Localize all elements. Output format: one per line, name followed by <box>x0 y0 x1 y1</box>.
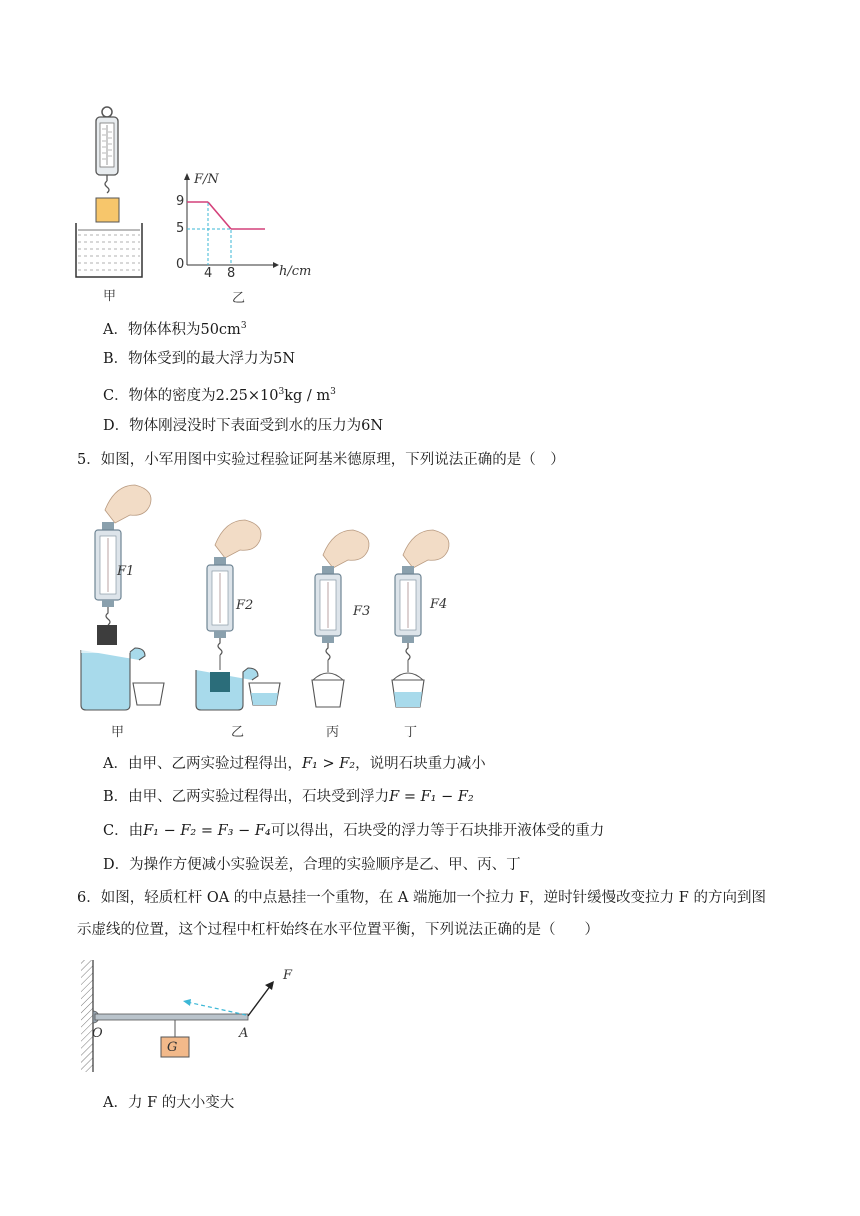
q5-label-bing: 丙 <box>326 725 340 740</box>
force-label-f4: F4 <box>430 597 448 612</box>
q6-stem-line2: 示虚线的位置，这个过程中杠杆始终在水平位置平衡，下列说法正确的是（ ） <box>77 922 599 938</box>
lever-label-a: A <box>239 1026 249 1041</box>
graph-y-axis-label: F/N <box>194 172 219 187</box>
q5-option-a[interactable]: A．由甲、乙两实验过程得出，F₁ > F₂，说明石块重力减小 <box>103 756 486 772</box>
scale-jia <box>81 485 164 710</box>
q4-option-b[interactable]: B．物体受到的最大浮力为5N <box>103 351 296 367</box>
q4-label-jia: 甲 <box>103 289 117 304</box>
lever-label-f: F <box>283 968 293 983</box>
graph-y-tick-0: 0 <box>176 257 185 272</box>
q4-option-a[interactable]: A．物体体积为$50cm^3$ <box>103 321 247 338</box>
graph-x-tick-4: 4 <box>204 266 213 281</box>
q5-label-yi: 乙 <box>231 725 245 740</box>
q5-option-b[interactable]: B．由甲、乙两实验过程得出，石块受到浮力F = F₁ − F₂ <box>103 789 474 805</box>
q5-option-d[interactable]: D．为操作方便减小实验误差，合理的实验顺序是乙、甲、丙、丁 <box>103 857 521 873</box>
lever-label-o: O <box>92 1026 103 1041</box>
q4-figure-jia <box>70 105 150 285</box>
q5-label-ding: 丁 <box>404 725 418 740</box>
force-label-f2: F2 <box>236 598 254 613</box>
q4-option-d[interactable]: D．物体刚浸没时下表面受到水的压力为6N <box>103 418 384 434</box>
q6-stem-line1: 6．如图，轻质杠杆 OA 的中点悬挂一个重物，在 A 端施加一个拉力 F，逆时针缓慢改变拉力 F 的方向到图 <box>77 890 766 906</box>
q5-option-c[interactable]: C．由F₁ − F₂ = F₃ − F₄可以得出，石块受的浮力等于石块排开液体受的重力 <box>103 823 605 839</box>
q5-stem: 5．如图，小军用图中实验过程验证阿基米德原理，下列说法正确的是（ ） <box>77 452 565 468</box>
q4-option-c[interactable]: C．物体的密度为$2.25\times 10^3kg / m^3$ <box>103 387 336 404</box>
force-label-f3: F3 <box>353 604 371 619</box>
graph-x-axis-label: h/cm <box>279 264 312 279</box>
graph-y-tick-5: 5 <box>176 221 185 236</box>
force-label-f1: F1 <box>117 564 135 579</box>
q5-label-jia: 甲 <box>111 725 125 740</box>
q6-option-a[interactable]: A．力 F 的大小变大 <box>103 1095 235 1111</box>
q5-figure <box>75 480 475 720</box>
q6-lever-figure <box>75 955 315 1080</box>
graph-y-tick-9: 9 <box>176 194 185 209</box>
q4-label-yi: 乙 <box>232 291 246 306</box>
graph-x-tick-8: 8 <box>227 266 236 281</box>
scale-yi <box>196 520 280 710</box>
scale-ding <box>392 530 449 707</box>
lever-label-g: G <box>167 1040 178 1055</box>
